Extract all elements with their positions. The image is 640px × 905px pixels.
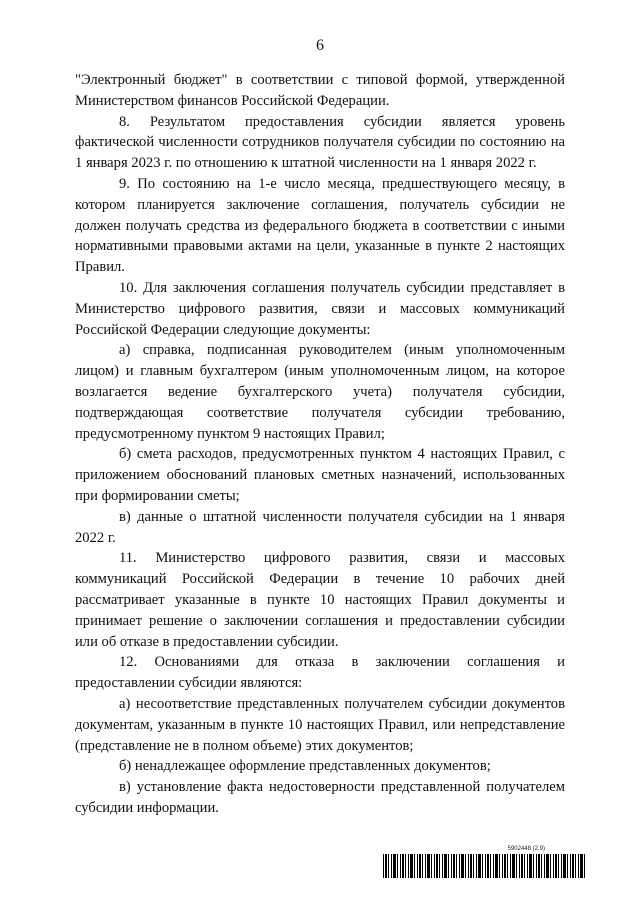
barcode-bars <box>383 854 585 878</box>
paragraph-continuation: "Электронный бюджет" в соответствии с типовой формой, утвержденной Министерством финансов Российской Федерации. <box>75 72 565 109</box>
page-number: 6 <box>316 37 324 54</box>
barcode-label: 5902448 (2.9) <box>507 846 545 852</box>
subitem-10a: а) справка, подписанная руководителем (иным уполномоченным лицом) и главным бухгалтером (иным уполномоченным лицом, на которое возлагается ведение бухгалтерского учета) получателя субсидии, подтверждающая соответствие получателя субсидии требованию, предусмотренному пунктом 9 настоящих Правил; <box>75 342 565 442</box>
paragraph-item-12: 12. Основаниями для отказа в заключении соглашения и предоставлении субсидии являются: <box>75 654 565 692</box>
subitem-12v: в) установление факта недостоверности представленной получателем субсидии информации. <box>75 779 565 816</box>
paragraph-item-10: 10. Для заключения соглашения получатель субсидии представляет в Министерство цифрового развития, связи и массовых коммуникаций Российской Федерации следующие документы: <box>75 279 565 338</box>
document-body <box>75 70 565 819</box>
subitem-12b: б) ненадлежащее оформление представленных документов; <box>119 758 491 775</box>
subitem-10v: в) данные о штатной численности получателя субсидии на 1 января 2022 г. <box>75 508 565 546</box>
subitem-10b: б) смета расходов, предусмотренных пунктом 4 настоящих Правил, с приложением обоснований плановых сметных назначений, использованных при формировании сметы; <box>75 446 565 504</box>
paragraph-item-8: 8. Результатом предоставления субсидии является уровень фактической численности сотрудников получателя субсидии по состоянию на 1 января 2023 г. по отношению к штатной численности на 1 января 2022 г. <box>75 113 565 172</box>
paragraph-item-11: 11. Министерство цифрового развития, связи и массовых коммуникаций Российской Федерации в течение 10 рабочих дней рассматривает указанные в пункте 10 настоящих Правил документы и принимает решение о заключении соглашения и предоставлении субсидии или об отказе в предоставлении субсидии. <box>75 550 565 650</box>
barcode <box>383 846 585 878</box>
subitem-12a: а) несоответствие представленных получателем субсидии документов документам, указанным в пункте 10 настоящих Правил, или непредставление (представление не в полном объеме) этих документов; <box>75 695 565 754</box>
paragraph-item-9: 9. По состоянию на 1-е число месяца, предшествующего месяцу, в котором планируется заключение соглашения, получатель субсидии не должен получать средства из федерального бюджета в соответствии с иными нормативными правовыми актами на цели, указанные в пункте 2 настоящих Правил. <box>75 175 565 276</box>
